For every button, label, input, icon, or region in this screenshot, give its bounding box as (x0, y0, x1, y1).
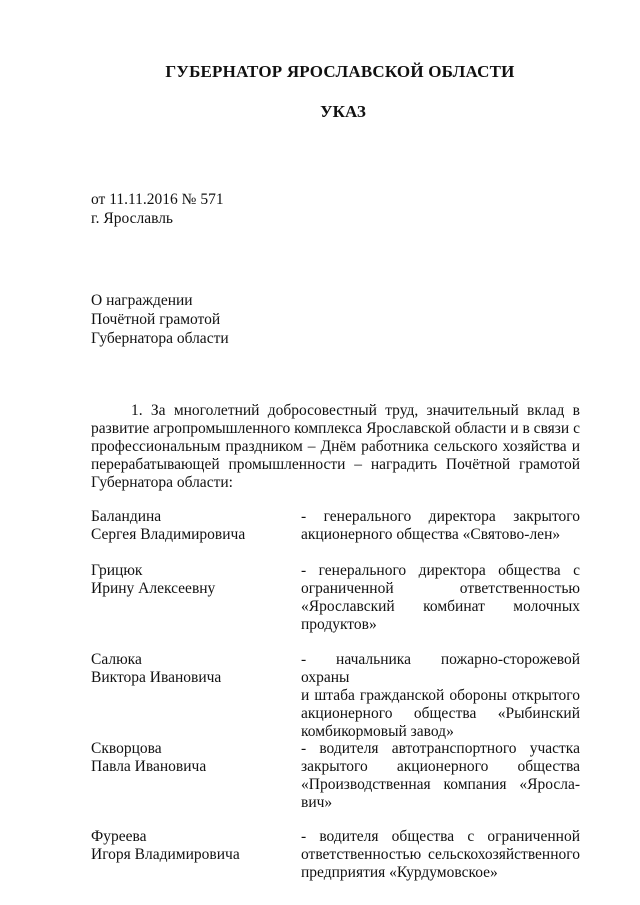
awardee-name: Фуреева Игоря Владимировича (91, 828, 240, 863)
decree-meta (91, 190, 224, 228)
subject-line: Почётной грамотой (91, 311, 221, 328)
paragraph-line: профессиональным праздником – Днём работника сельского хозяйства и (91, 438, 580, 455)
decree-heading: УКАЗ (320, 102, 366, 121)
awardee-position: - генерального директора закрытого акционерного общества «Святово-лен» (301, 508, 580, 543)
paragraph-line: перерабатывающей промышленности – наградить Почётной грамотой (91, 456, 580, 473)
decree-date-number: от 11.11.2016 № 571 (91, 191, 224, 208)
paragraph-line: Губернатора области: (91, 474, 233, 491)
awardee-name: Баландина Сергея Владимировича (91, 508, 246, 543)
decree-subject (91, 291, 229, 348)
awardee-position: - генерального директора общества с ограниченной ответственностью «Ярославский комбинат молочных продуктов» (301, 562, 580, 633)
awardee-position: - водителя общества с ограниченной ответственностью сельскохозяйственного предприятия «Курдумовское» (301, 828, 580, 881)
awardee-position: - начальника пожарно-сторожевой охраны и штаба гражданской обороны открытого акционерного общества «Рыбинский комбикормовый завод» (301, 651, 580, 740)
authority-heading: ГУБЕРНАТОР ЯРОСЛАВСКОЙ ОБЛАСТИ (165, 62, 515, 81)
paragraph-line: 1. За многолетний добросовестный труд, значительный вклад в (131, 402, 580, 419)
awardee-name: Грицюк Ирину Алексеевну (91, 562, 216, 597)
paragraph-line: развитие агропромышленного комплекса Ярославской области и в связи с (91, 420, 580, 437)
awardee-name: Скворцова Павла Ивановича (91, 740, 207, 775)
subject-line: О награждении (91, 292, 193, 309)
subject-line: Губернатора области (91, 330, 229, 347)
awardee-position: - водителя автотранспортного участка закрытого акционерного общества «Производственная компания «Яросла- вич» (301, 740, 580, 811)
decree-city: г. Ярославль (91, 210, 173, 227)
awardee-name: Салюка Виктора Ивановича (91, 651, 222, 686)
decree-paragraph (91, 402, 580, 492)
